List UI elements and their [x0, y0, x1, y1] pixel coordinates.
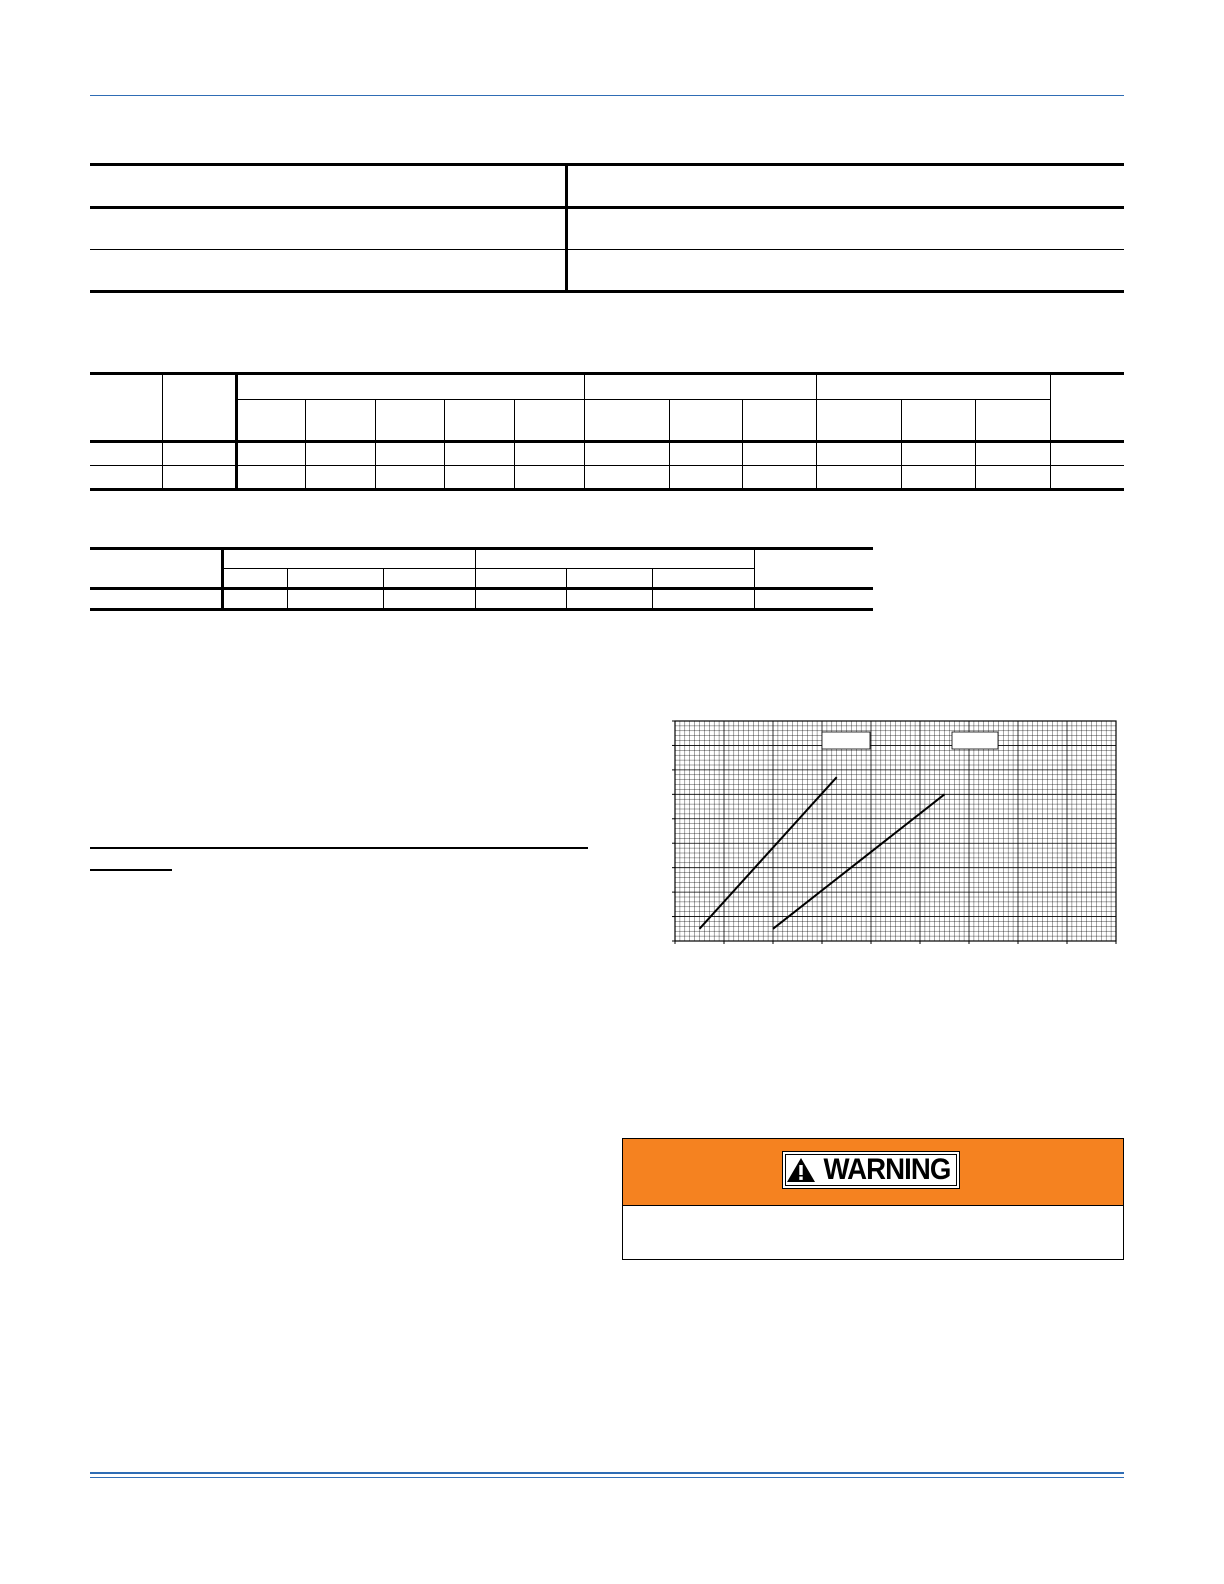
table-row [90, 466, 1124, 490]
warning-box [622, 1138, 1124, 1260]
table-row [90, 589, 873, 610]
table-header-row [90, 374, 1124, 400]
section-underline-short [90, 869, 172, 871]
spec-table-3 [90, 547, 873, 611]
spec-table-2 [90, 372, 1124, 491]
warning-sign [782, 1151, 960, 1189]
table-header-row [90, 549, 873, 569]
table-row [90, 165, 1124, 208]
table-subheader-row [90, 400, 1124, 442]
spec-table-1 [90, 163, 1124, 293]
series-line-2 [773, 794, 945, 928]
footer-rule [90, 1472, 1124, 1474]
warning-header [623, 1139, 1123, 1206]
table-row [90, 250, 1124, 292]
series-label-box [822, 732, 870, 749]
warning-triangle-icon [786, 1157, 816, 1183]
series-label-box [952, 732, 998, 749]
footer-rule-thin [90, 1477, 1124, 1478]
section-underline [90, 847, 588, 849]
line-chart [668, 718, 1120, 944]
table-row [90, 442, 1124, 466]
chart-grid [672, 721, 1116, 944]
table-row [90, 208, 1124, 250]
header-rule [90, 95, 1124, 96]
warning-label: WARNING [823, 1153, 951, 1186]
